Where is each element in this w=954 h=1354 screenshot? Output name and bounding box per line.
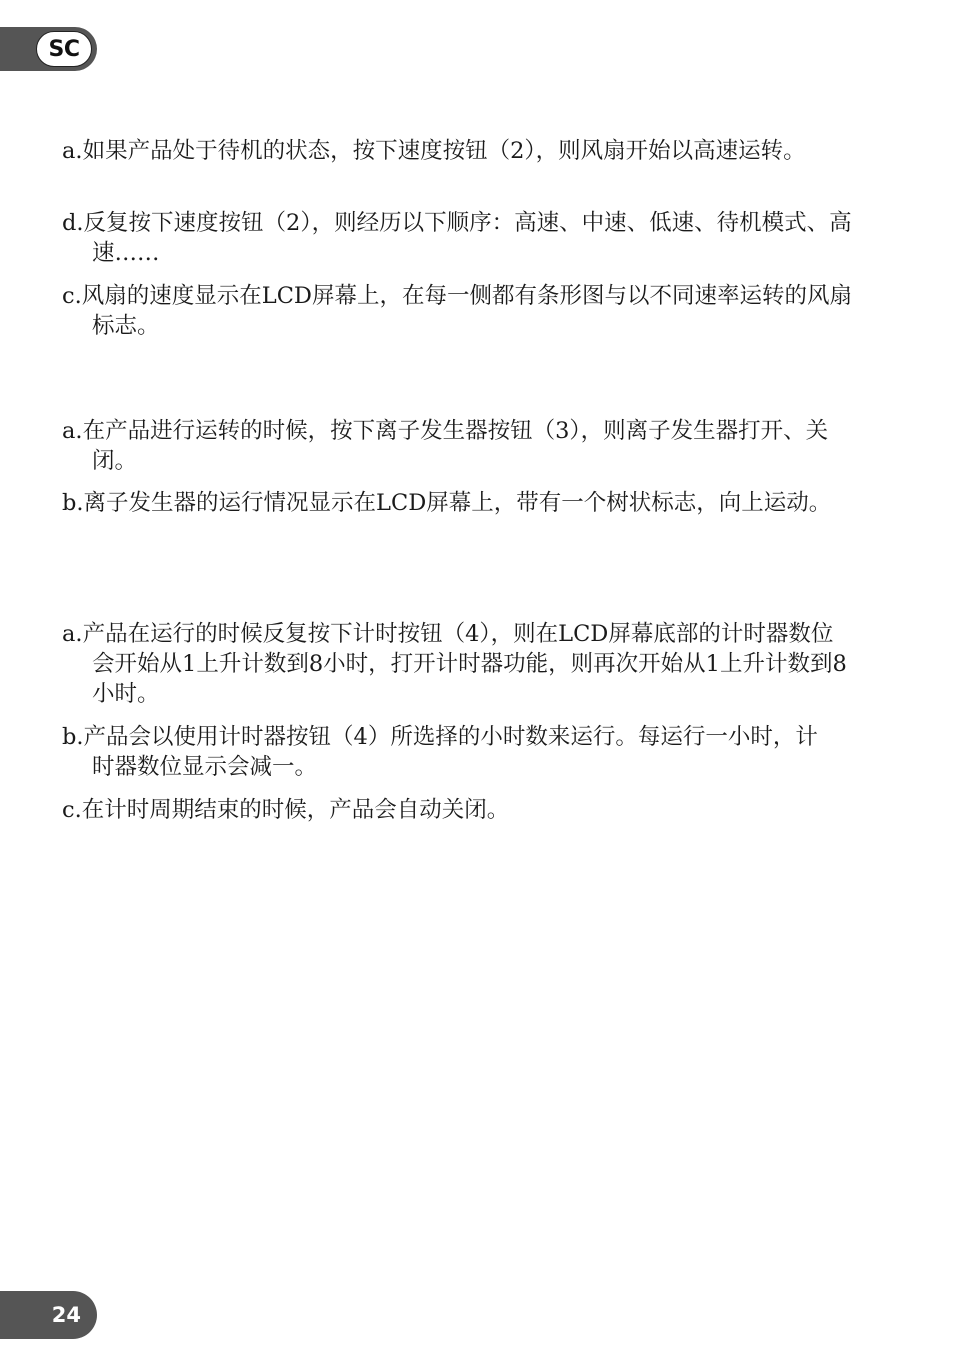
- ionizer-instruction-a: a.在产品进行运转的时候，按下离子发生器按钮（3），则离子发生器打开、关闭。: [62, 418, 829, 474]
- timer-instruction-b: b.产品会以使用计时器按钮（4）所选择的小时数来运行。每运行一小时，计时器数位显示会减一。: [62, 724, 818, 780]
- ionizer-instruction-b: b.离子发生器的运行情况显示在LCD屏幕上，带有一个树状标志，向上运动。: [62, 490, 832, 516]
- speed-instruction-a: a.如果产品处于待机的状态，按下速度按钮（2），则风扇开始以高速运转。: [62, 138, 806, 164]
- speed-instruction-c: c.风扇的速度显示在LCD屏幕上，在每一侧都有条形图与以不同速率运转的风扇标志。: [62, 283, 852, 339]
- page-number: 24: [51, 1303, 81, 1327]
- timer-instruction-a: a.产品在运行的时候反复按下计时按钮（4），则在LCD屏幕底部的计时器数位会开始从1上升计数到8小时，打开计时器功能，则再次开始从1上升计数到8小时。: [62, 621, 847, 707]
- timer-instruction-c: c.在计时周期结束的时候，产品会自动关闭。: [62, 797, 510, 823]
- page-number-tab: [0, 1291, 97, 1339]
- language-badge: SC: [36, 31, 92, 67]
- speed-instruction-d: d.反复按下速度按钮（2），则经历以下顺序：高速、中速、低速、待机模式、高速……: [62, 210, 852, 266]
